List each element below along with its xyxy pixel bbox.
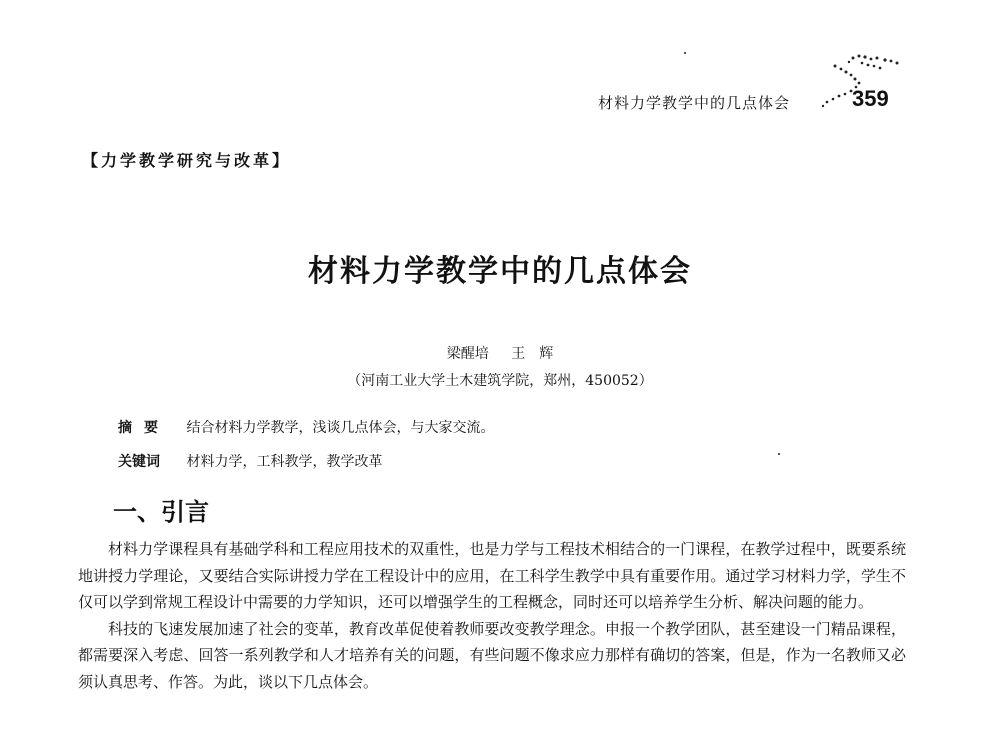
author-name: 王 辉 [511,346,554,362]
scan-speck [684,52,686,54]
body-paragraph: 材料力学课程具有基础学科和工程应用技术的双重性，也是力学与工程技术相结合的一门课程，在教学过程中，既要系统地讲授力学理论，又要结合实际讲授力学在工程设计中的应用，在工科学生教学中具有重要作用。通过学习材料力学，学生不仅可以学到常规工程设计中需要的力学知识，还可以增强学生的工程概念，同时还可以培养学生分析、解决问题的能力。 [78,540,906,611]
keywords-label: 关键词 [118,454,160,470]
column-label-open-bracket: 【 [82,151,102,170]
column-label-close-bracket: 】 [272,151,292,170]
paper-title: 材料力学教学中的几点体会 [308,254,692,289]
section-body [78,536,906,695]
keywords-text: 材料力学，工科教学，教学改革 [186,454,383,470]
abstract [118,417,494,437]
author-affiliation: （河南工业大学土木建筑学院，郑州，450052） [347,373,653,389]
running-header-title: 材料力学教学中的几点体会 [598,94,791,112]
column-label [82,148,291,171]
section-heading: 一、引言 [113,498,209,526]
column-label-text: 力学教学研究与改革 [101,151,273,170]
author-name: 梁醒培 [446,346,489,362]
scan-speck [778,453,780,455]
keywords [118,451,382,471]
author-list [0,343,1000,363]
body-paragraph: 科技的飞速发展加速了社会的变革，教育改革促使着教师要改变教学理念。申报一个教学团队，甚至建设一门精品课程，都需要深入考虑、回答一系列教学和人才培养有关的问题，有些问题不像求应力那样有确切的答案，但是，作为一名教师又必须认真思考、作答。为此，谈以下几点体会。 [78,619,906,691]
abstract-text: 结合材料力学教学，浅谈几点体会，与大家交流。 [186,420,495,436]
page-number: 359 [852,86,889,111]
abstract-label: 摘要 [118,420,170,436]
